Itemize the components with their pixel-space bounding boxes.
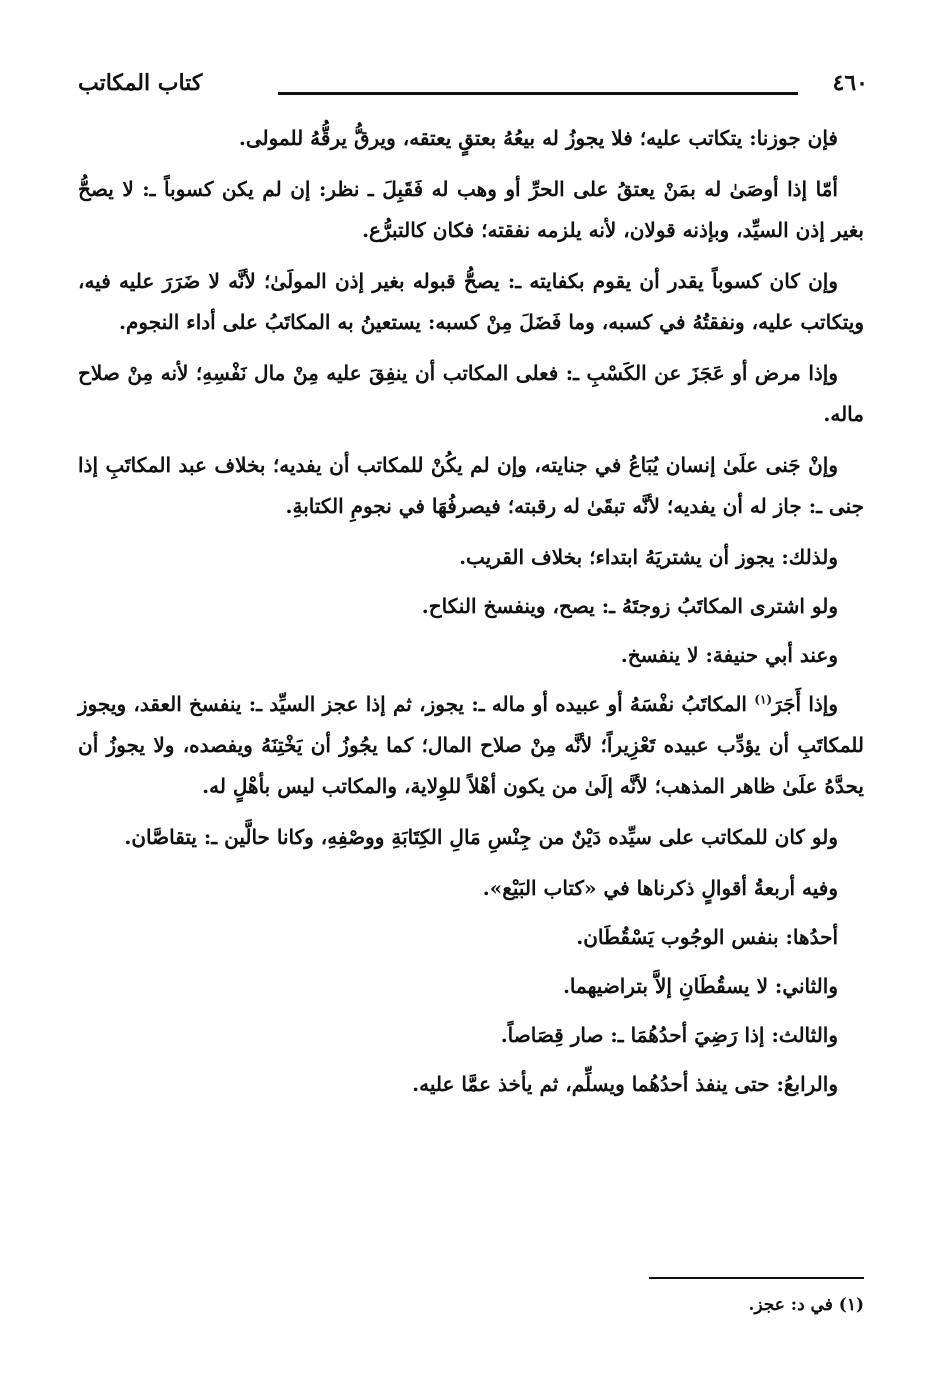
list-item: والرابعُ: حتى ينفذ أحدُهُما ويسلِّم، ثم يأخذ عمَّا عليه. — [412, 1072, 838, 1096]
paragraph-text: وإذا أَجَرَ — [772, 692, 838, 716]
running-title: كتاب المكاتب — [78, 70, 203, 96]
footnote: (١) في د: عجز. — [748, 1295, 864, 1315]
paragraph: فإن جوزنا: يتكاتب عليه؛ فلا يجوزُ له بيعُهُ بعتقٍ يعتقه، ويرقُّ يرقُّهُ للمولى. — [238, 126, 838, 150]
paragraph: ولذلك: يجوز أن يشتريَهُ ابتداء؛ بخلاف القريب. — [459, 545, 838, 569]
page-number: ٤٦٠ — [832, 70, 868, 96]
main-text — [78, 118, 864, 1113]
paragraph: ولو اشترى المكاتَبُ زوجتَهُ ـ: يصح، وينفسخ النكاح. — [421, 594, 838, 618]
opinions-list — [78, 917, 864, 1105]
list-item: والثاني: لا يسقُطَانِ إلاَّ بتراضيهما. — [562, 974, 838, 998]
paragraph: ولو كان للمكاتب على سيِّده دَيْنٌ من جِنْسِ مَالِ الكِتَابَةِ ووصْفِهِ، وكانا حالَّين ـ: يتقاصَّان. — [124, 825, 838, 849]
paragraph: وعند أبي حنيفة: لا ينفسخ. — [620, 643, 838, 667]
paragraph: وفيه أربعةُ أقوالٍ ذكرناها في «كتاب البَيْع». — [482, 876, 838, 900]
paragraph: وإذا مرض أو عَجَزَ عن الكَسْبِ ـ: فعلى المكاتب أن ينفِقَ عليه مِنْ مال نَفْسِهِ؛ لأنه مِنْ صلاح ماله. — [78, 361, 864, 426]
paragraph: أمّا إذا أوصَىٰ له بمَنْ يعتقُ على الحرِّ أو وهب له فَقَبِلَ ـ نظر: إن لم يكن كسوباً ـ: لا يصحُّ بغير إذن السيِّد، وبإذنه قولان، لأنه يلزمه نفقته؛ فكان كالتبرُّع. — [78, 177, 864, 242]
list-item: والثالث: إذا رَضِيَ أحدُهُمَا ـ: صار قِصَاصاً. — [500, 1023, 838, 1047]
list-item: أحدُها: بنفس الوجُوب يَسْقُطَان. — [576, 925, 838, 949]
paragraph: وإنْ جَنى علَىٰ إنسان يُبَاعُ في جنايته، وإن لم يكُنْ للمكاتب أن يفديه؛ بخلاف عبد المكاتَبِ إذا جنى ـ: جاز له أن يفديه؛ لأنَّه تبقَىٰ له رقبته؛ فيصرفُهَا في نجومِ الكتابةِ. — [78, 453, 864, 518]
footnote-divider — [649, 1277, 864, 1279]
page-header — [78, 70, 868, 106]
paragraph: وإن كان كسوباً يقدر أن يقوم بكفايته ـ: يصحُّ قبوله بغير إذن المولَىٰ؛ لأنَّه لا ضَرَرَ عليه فيه، ويتكاتب عليه، ونفقتُهُ في كسبه، وما فَضَلَ مِنْ كسبه: يستعينُ به المكاتَبُ على أداء النجوم. — [78, 269, 864, 334]
paragraph-text: المكاتَبُ نفْسَهُ أو عبيده أو ماله ـ: يجوز، ثم إذا عجز السيِّد ـ: ينفسخ العقد، ويجوز للمكاتَبِ أن يؤدِّب عبيده تَعْزِيراً؛ لأنَّه مِنْ صلاح المال؛ كما يجُوزُ أن يَخْتِنَهُ ويفصده، ولا يجوزُ أن يحدَّهُ علَىٰ ظاهر المذهب؛ لأنَّه إلَىٰ من يكون أهْلاً للوِلاية، والمكاتب ليس بأهْلٍ له. — [78, 692, 864, 798]
footnote-marker: (١) — [754, 692, 773, 707]
paragraph-with-footnote — [78, 684, 864, 807]
header-rule — [278, 92, 798, 95]
